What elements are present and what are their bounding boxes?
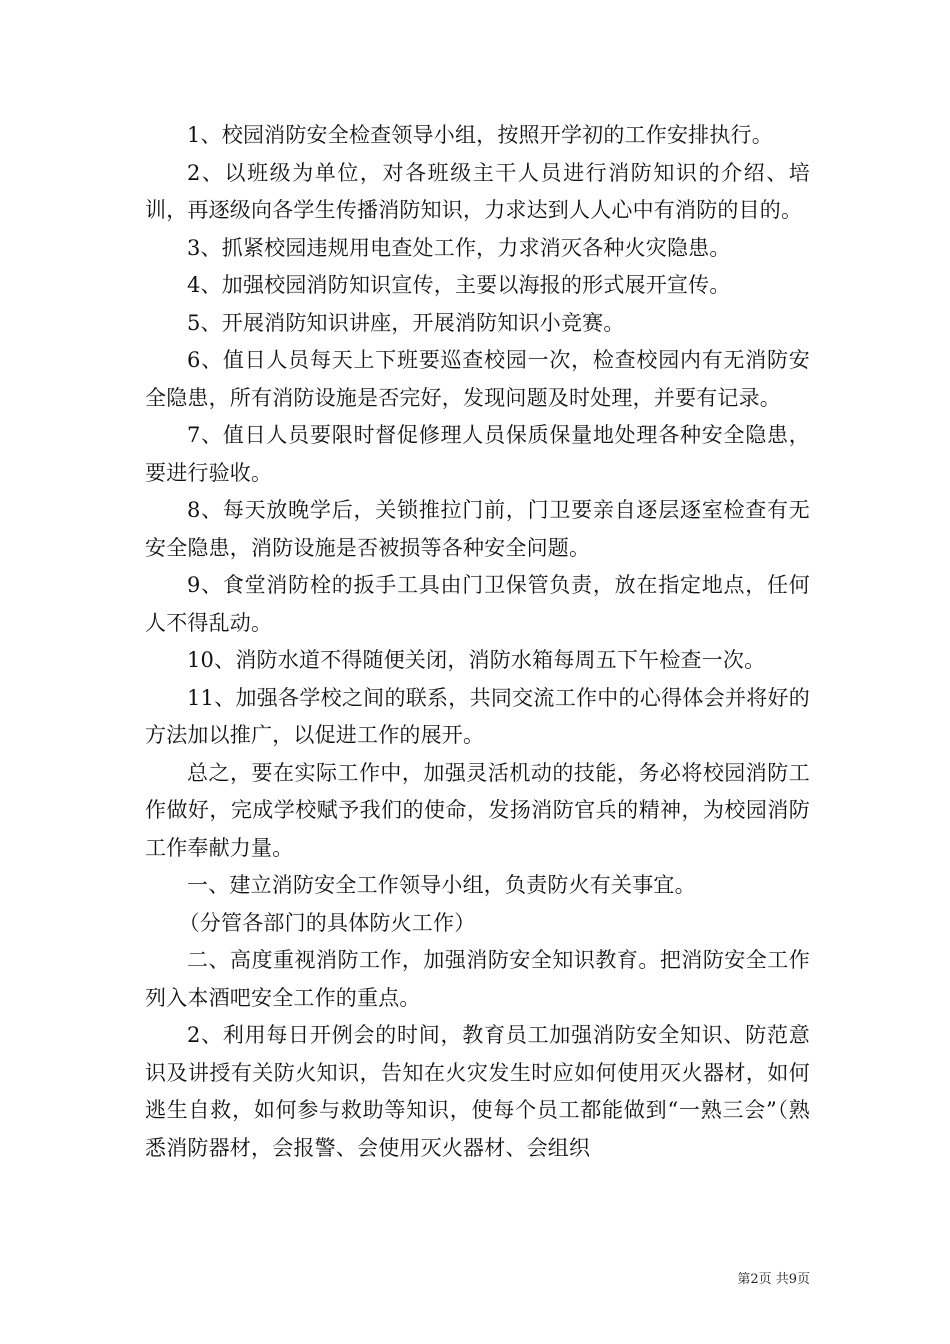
paragraph-4: 4、加强校园消防知识宣传，主要以海报的形式展开宣传。 (187, 273, 731, 297)
paragraph-1: 1、校园消防安全检查领导小组，按照开学初的工作安排执行。 (187, 123, 773, 147)
paragraph-section-one: 一、建立消防安全工作领导小组，负责防火有关事宜。 (187, 873, 696, 897)
paragraph-7: 7、值日人员要限时督促修理人员保质保量地处理各种安全隐患，要进行验收。 (145, 423, 810, 485)
page-number-footer: 第2页 共9页 (737, 1272, 810, 1287)
paragraph-9: 9、食堂消防栓的扳手工具由门卫保管负责，放在指定地点，任何人不得乱动。 (145, 573, 810, 635)
document-body (145, 117, 810, 1167)
paragraph-section-one-note: （分管各部门的具体防火工作） (178, 910, 476, 935)
paragraph-2: 2、以班级为单位，对各班级主干人员进行消防知识的介绍、培训，再逐级向各学生传播消防知识，力求达到人人心中有消防的目的。 (145, 160, 810, 222)
paragraph-section-two: 二、高度重视消防工作，加强消防安全知识教育。把消防安全工作列入本酒吧安全工作的重点。 (145, 948, 810, 1010)
paragraph-3: 3、抓紧校园违规用电查处工作，力求消灭各种火灾隐患。 (187, 235, 731, 260)
paragraph-6: 6、值日人员每天上下班要巡查校园一次，检查校园内有无消防安全隐患，所有消防设施是否完好，发现问题及时处理，并要有记录。 (145, 348, 810, 410)
paragraph-8: 8、每天放晚学后，关锁推拉门前，门卫要亲自逐层逐室检查有无安全隐患，消防设施是否被损等各种安全问题。 (145, 498, 810, 560)
paragraph-summary: 总之，要在实际工作中，加强灵活机动的技能，务必将校园消防工作做好，完成学校赋予我们的使命，发扬消防官兵的精神，为校园消防工作奉献力量。 (145, 760, 810, 860)
paragraph-10: 10、消防水道不得随便关闭，消防水箱每周五下午检查一次。 (187, 648, 766, 672)
paragraph-5: 5、开展消防知识讲座，开展消防知识小竞赛。 (187, 310, 625, 335)
paragraph-11: 11、加强各学校之间的联系，共同交流工作中的心得体会并将好的方法加以推广，以促进工作的展开。 (145, 685, 810, 747)
paragraph-section-two-item-2: 2、利用每日开例会的时间，教育员工加强消防安全知识、防范意识及讲授有关防火知识，告知在火灾发生时应如何使用灭火器材，如何逃生自救，如何参与救助等知识，使每个员工都能做到“一熟三会”（熟悉消防器材，会报警、会使用灭火器材、会组织 (145, 1023, 810, 1160)
